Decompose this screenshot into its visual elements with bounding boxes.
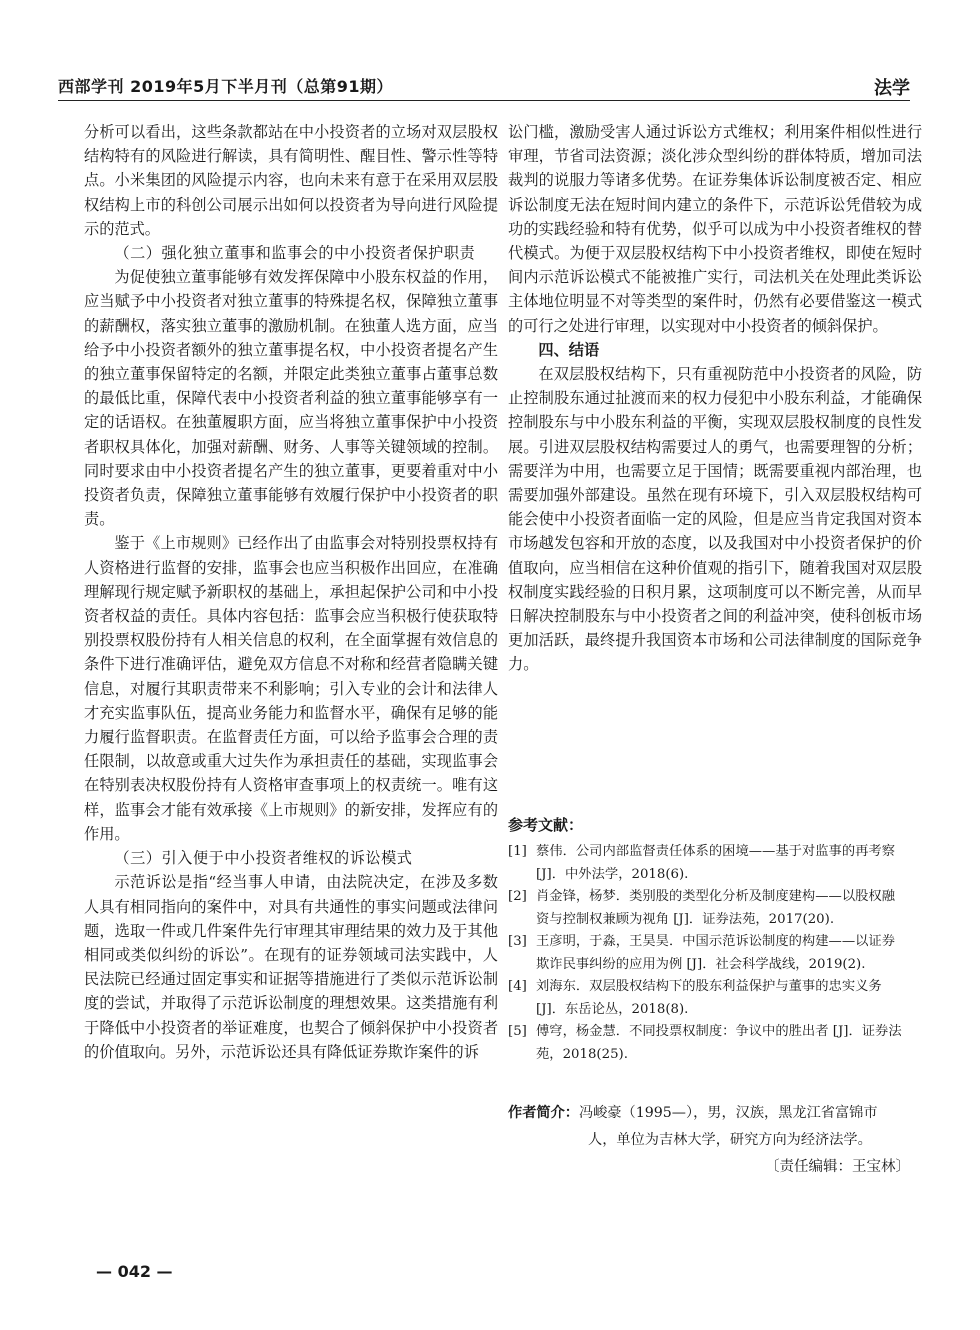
left-column — [84, 120, 498, 1064]
references-heading: 参考文献： — [508, 816, 584, 834]
reference-text: 刘海东．双层股权结构下的股东利益保护与董事的忠实义务 [J]．东岳论丛，2018(8). — [536, 979, 882, 1017]
subsection-heading: （二）强化独立董事和监事会的中小投资者保护职责 — [114, 244, 476, 263]
author-line: 冯峻豪（1995—），男，汉族，黑龙江省富锦市 — [578, 1105, 878, 1121]
reference-number: [4] — [508, 979, 527, 994]
section-heading: 四、结语 — [538, 340, 600, 359]
reference-list — [508, 841, 908, 1066]
author-line: 人，单位为吉林大学，研究方向为经济法学。 — [588, 1132, 872, 1148]
reference-item — [508, 931, 908, 976]
reference-item — [508, 976, 908, 1021]
reference-text: 王彦明，于淼，王昊昊．中国示范诉讼制度的构建——以证券欺诈民事纠纷的应用为例 [J]．社会科学战线，2019(2). — [536, 934, 896, 972]
paragraph: 在双层股权结构下，只有重视防范中小投资者的风险，防止控制股东通过扯渡而来的权力侵犯中小股东利益，才能确保控制股东与中小股东利益的平衡，实现双层股权制度的良性发展。引进双层股权结构需要过人的勇气，也需要理智的分析；需要洋为中用，也需要立足于国情；既需要重视内部治理，也需要加强外部建设。虽然在现有环境下，引入双层股权结构可能会使中小投资者面临一定的风险，但是应当肯定我国对资本市场越发包容和开放的态度，以及我国对中小投资者保护的价值取向，应当相信在这种价值观的指引下，随着我国对双层股权制度实践经验的日积月累，这项制度可以不断完善，从而早日解决控制股东与中小投资者之间的利益冲突，使科创板市场更加活跃，最终提升我国资本市场和公司法律制度的国际竞争力。 — [508, 365, 922, 674]
author-label: 作者简介： — [508, 1105, 579, 1121]
reference-number: [3] — [508, 934, 527, 949]
header-rule — [58, 100, 910, 101]
paragraph: 讼门槛，激励受害人通过诉讼方式维权；利用案件相似性进行审理，节省司法资源；淡化涉众型纠纷的群体特质，增加司法裁判的说服力等诸多优势。在证券集体诉讼制度被否定、相应诉讼制度无法在短时间内建立的条件下，示范诉讼凭借较为成功的实践经验和特有优势，似乎可以成为中小投资者维权的替代模式。为便于双层股权结构下中小投资者维权，即使在短时间内示范诉讼模式不能被推广实行，司法机关在处理此类诉讼主体地位明显不对等类型的案件时，仍然有必要借鉴这一模式的可行之处进行审理，以实现对中小投资者的倾斜保护。 — [508, 123, 922, 335]
reference-text: 傅穹，杨金慧．不同投票权制度：争议中的胜出者 [J]．证券法苑，2018(25). — [536, 1024, 902, 1062]
reference-item — [508, 886, 908, 931]
paragraph: 分析可以看出，这些条款都站在中小投资者的立场对双层股权结构特有的风险进行解读，具有简明性、醒目性、警示性等特点。小米集团的风险提示内容，也向未来有意于在采用双层股权结构上市的科创公司展示出如何以投资者为导向进行风险提示的范式。 — [84, 123, 498, 238]
subsection-heading: （三）引入便于中小投资者维权的诉讼模式 — [114, 849, 413, 868]
reference-number: [5] — [508, 1024, 527, 1039]
reference-text: 蔡伟．公司内部监督责任体系的困境——基于对监事的再考察 [J]．中外法学，2018(6). — [536, 844, 896, 882]
reference-number: [2] — [508, 889, 527, 904]
reference-text: 肖金锋，杨梦．类别股的类型化分析及制度建构——以股权融资与控制权兼顾为视角 [J]．证券法苑，2017(20). — [536, 889, 896, 927]
paragraph: 为促使独立董事能够有效发挥保障中小股东权益的作用，应当赋予中小投资者对独立董事的特殊提名权，保障独立董事的薪酬权，落实独立董事的激励机制。在独董人选方面，应当给予中小投资者额外的独立董事提名权，中小投资者提名产生的独立董事保留特定的名额，并限定此类独立董事占董事总数的最低比重，保障代表中小投资者利益的独立董事能够享有一定的话语权。在独董履职方面，应当将独立董事保护中小投资者职权具体化，加强对薪酬、财务、人事等关键领域的控制。同时要求由中小投资者提名产生的独立董事，更要着重对中小投资者负责，保障独立董事能够有效履行保护中小投资者的职责。 — [84, 268, 498, 529]
responsible-editor: 〔责任编辑：王宝林〕 — [765, 1159, 910, 1175]
paragraph: 示范诉讼是指“经当事人申请，由法院决定，在涉及多数人具有相同指向的案件中，对具有共通性的事实问题或法律问题，选取一件或几件案件先行审理其审理结果的效力及于其他相同或类似纠纷的诉讼”。在现有的证券领域司法实践中，人民法院已经通过固定事实和证据等措施进行了类似示范诉讼制度的尝试，并取得了示范诉讼制度的理想效果。这类措施有利于降低中小投资者的举证难度，也契合了倾斜保护中小投资者的价值取向。另外，示范诉讼还具有降低证券欺诈案件的诉 — [84, 873, 498, 1061]
reference-item — [508, 1021, 908, 1066]
right-column — [508, 120, 922, 677]
paragraph: 鉴于《上市规则》已经作出了由监事会对特别投票权持有人资格进行监督的安排，监事会也应当积极作出回应，在准确理解现行规定赋予新职权的基础上，承担起保护公司和中小投资者权益的责任。具体内容包括：监事会应当积极行使获取特别投票权股份持有人相关信息的权利，在全面掌握有效信息的条件下进行准确评估，避免双方信息不对称和经营者隐瞒关键信息，对履行其职责带来不利影响；引入专业的会计和法律人才充实监事队伍，提高业务能力和监督水平，确保有足够的能力履行监督职责。在监督责任方面，可以给予监事会合理的责任限制，以故意或重大过失作为承担责任的基础，实现监事会在特别表决权股份持有人资格审查事项上的权责统一。唯有这样，监事会才能有效承接《上市规则》的新安排，发挥应有的作用。 — [84, 534, 498, 843]
section-label: 法学 — [874, 78, 910, 99]
reference-number: [1] — [508, 844, 527, 859]
journal-title: 西部学刊 2019年5月下半月刊（总第91期） — [58, 77, 394, 96]
page-header — [58, 72, 910, 102]
references — [508, 814, 908, 1066]
page-number: — 042 — — [96, 1262, 173, 1281]
author-bio — [508, 1100, 910, 1154]
reference-item — [508, 841, 908, 886]
